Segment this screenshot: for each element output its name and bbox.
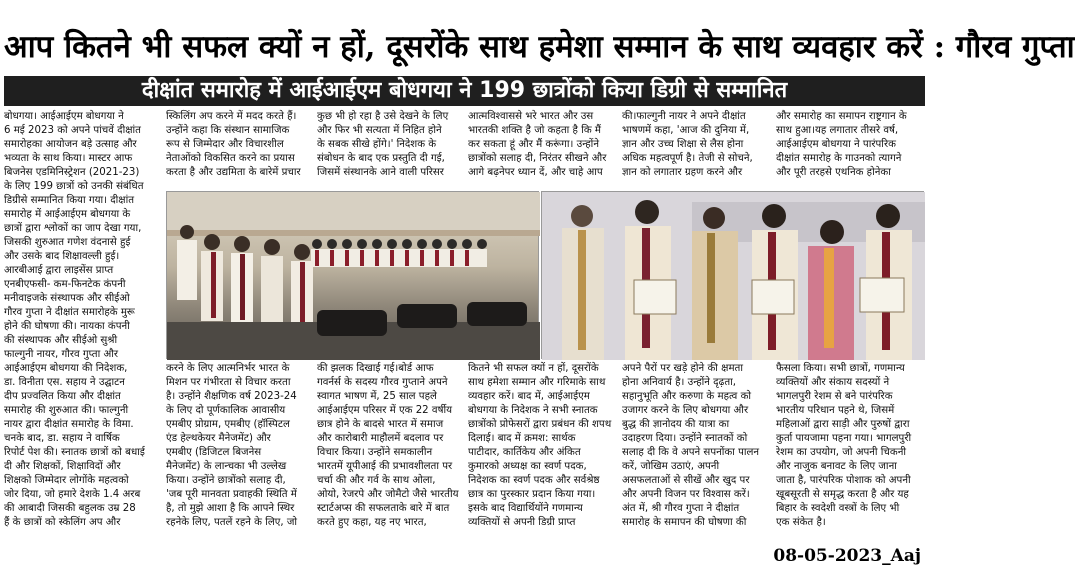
award-recipients-photo bbox=[541, 191, 924, 359]
convocation-hall-photo bbox=[166, 191, 539, 359]
subheadline: दीक्षांत समारोह में आईआईएम बोधगया ने 199 छात्रोंको किया डिग्री से सम्मानित bbox=[4, 76, 925, 106]
article-column-2-top: स्किलिंग अप करने में मदद करते हैं। उन्होंने कहा कि संस्थान सामाजिक रूप से जिम्मेदार और विचारशील नेताओंको विकसित करने का प्रयास करता है और उद्यमिता के बारेमें प्रचार bbox=[166, 111, 301, 178]
article-column-6-top: और समारोह का समापन राष्ट्रगान के साथ हुआ।यह लगातार तीसरे वर्ष, आईआईएम बोधगया ने पारंपरिक दीक्षांत समारोह के गाउनको त्यागने और पूरी तरहसे एथनिक होनेका bbox=[776, 111, 907, 178]
article-column-3-bottom: की झलक दिखाई गई।बोर्ड आफ गवर्नर्स के सदस्य गौरव गुप्ताने अपने स्वागत भाषण में, 25 साल पहले आईआईएम परिसर में एक 22 वर्षीय छात्र होने के बादसे भारत में समाज और कारोबारी माहौलमें बदलाव पर विचार किया। उन्होंने समकालीन भारतमें यूपीआई की प्रभावशीलता पर चर्चा की और गर्व के साथ ओला, ओयो, रेजरपे और जोमैटो जैसे भारतीय स्टार्टअप्स की सफलताके बारे में बात करते हुए कहा, यह नए भारत, bbox=[317, 363, 459, 528]
headline: आप कितने भी सफल क्यों न हों, दूसरोंके साथ हमेशा सम्मान के साथ व्यवहार करें : गौरव गुप्ता bbox=[4, 29, 1075, 65]
article-column-5-bottom: अपने पैरों पर खड़े होने की क्षमता होना अनिवार्य है। उन्होंने दृढ़ता, सहानुभूति और करुणा के महत्व को उजागर करने के लिए बोधगया और बुद्ध की ज्ञानोदय की यात्रा का उदाहरण दिया। उन्होंने स्नातकों को सलाह दी कि वे अपने सपनोंका पालन करें, जोखिम उठाएं, अपनी असफलताओं से सीखें और खुद पर और अपनी विजन पर विश्वास करें। अंत में, श्री गौरव गुप्ता ने दीक्षांत समारोह के समापन की घोषणा की bbox=[622, 363, 760, 528]
article-column-3-top: कुछ भी हो रहा है उसे देखने के लिए और फिर भी सत्यता में निहित होने के सबक सीखे होंगे।' निदेशक के संबोधन के बाद एक प्रस्तुति दी गई, जिसमें संस्थानके आने वाली परिसर bbox=[317, 111, 449, 178]
article-column-2-bottom: करने के लिए आत्मनिर्भर भारत के मिशन पर गंभीरता से विचार करता है। उन्होंने शैक्षणिक वर्ष 2023-24 के लिए दो पूर्णकालिक आवासीय एमबीए प्रोग्राम, एमबीए (हॉस्पिटल एंड हेल्थकेयर मैनेजमेंट) और एमबीए (डिजिटल बिजनेस मैनेजमेंट) के लान्चका भी उल्लेख किया। उन्होंने छात्रोंको सलाह दी, 'जब पूरी मानवता प्रवाहकी स्थिति में है, तो मुझे आशा है कि आपने स्थिर रहनेके लिए, पतलें रहने के लिए, जो bbox=[166, 363, 298, 528]
article-column-4-bottom: कितने भी सफल क्यों न हों, दूसरोंके साथ हमेशा सम्मान और गरिमाके साथ व्यवहार करें। बाद में, आईआईएम बोधगया के निदेशक ने सभी स्नातक छात्रोंको प्रोफेसरों द्वारा प्रबंधन की शपथ दिलाई। बाद में क्रमश: सार्थक पाटीदार, कार्तिकेय और अंकित कुमारको अध्यक्ष का स्वर्ण पदक, निदेशक का स्वर्ण पदक और सर्वश्रेष्ठ छात्र का पुरस्कार प्रदान किया गया। इसके बाद विद्यार्थियोंने गणमान्य व्यक्तियों से अपनी डिग्री प्राप्त bbox=[468, 363, 612, 528]
dateline: 08-05-2023_Aaj bbox=[773, 546, 921, 566]
article-column-1: बोधगया। आईआईएम बोधगया ने 6 मई 2023 को अपने पांचवें दीक्षांत समारोहका आयोजन बड़े उत्साह और भव्यता के साथ किया। मास्टर आफ बिजनेस एडमिनिस्ट्रेशन (2021-23) के लिए 199 छात्रों को उनकी संबंधित डिग्रीसे सम्मानित किया गया। दीक्षांत समारोह में आईआईएम बोधगया के छात्रों द्वारा श्लोकों का जाप देखा गया, जिसकी शुरुआत गणेश वंदनासे हुई और उसके बाद शिक्षावल्ली हुई। आरबीआई द्वारा लाइसेंस प्राप्त एनबीएफसी- कम-फिनटेक कंपनी मनीवाइजके संस्थापक और सीईओ गौरव गुप्ता ने दीक्षांत समारोहके मुरू होने की घोषणा की। नायका कंपनी की संस्थापक और सीईओ सुश्री फाल्गुनी नायर, गौरव गुप्ता और आईआईएम बोधगया की निदेशक, डा. विनीता एस. सहाय ने उद्घाटन दीप प्रज्वलित किया और दीक्षांत समारोह की शुरुआत की। फाल्गुनी नायर द्वारा दीक्षांत समारोह के विमा. चनके बाद, डा. सहाय ने वार्षिक रिपोर्ट पेश की। स्नातक छात्रों को बधाई दी और शिक्षकों, शिक्षाविदों और शिक्षको जिम्मेदार लोगोंके महत्वको जोर दिया, जो हमारे देशके 1.4 अरब की आबादी जिसकी बहुलक उम्र 28 हैं के छात्रों को स्केलिंग अप और bbox=[4, 111, 145, 528]
audience-illustration bbox=[167, 192, 540, 360]
article-column-4-top: आत्मविश्वाससे भरे भारत और उस भारतकी शक्ति है जो कहता है कि मैं कर सकता हूं और मैं करूंगा। उन्होंने छात्रोंको सलाह दी, निरंतर सीखने और आगे बढ़नेपर ध्यान दें, और चाहे आप bbox=[468, 111, 607, 178]
article-column-6-bottom: फैसला किया। सभी छात्रों, गणमान्य व्यक्तियों और संकाय सदस्यों ने भागलपुरी रेशम से बने पारंपरिक भारतीय परिधान पहने थे, जिसमें महिलाओं द्वारा साड़ी और पुरुषों द्वारा कुर्ता पायजामा पहना गया। भागलपुरी रेशम का उपयोग, जो अपनी चिकनी और नाजुक बनावट के लिए जाना जाता है, पारंपरिक पोशाक को अपनी खूबसूरती से समृद्ध करता है और यह बिहार के स्वदेशी वस्त्रों के लिए भी एक संकेत है। bbox=[776, 363, 912, 528]
article-column-5-top: की।फाल्गुनी नायर ने अपने दीक्षांत भाषणमें कहा, 'आज की दुनिया में, ज्ञान और उच्च शिक्षा से लैस होना अधिक महत्वपूर्ण है। तेजी से सोचने, ज्ञान को लगातार ग्रहण करने और bbox=[622, 111, 753, 178]
recipients-illustration bbox=[542, 192, 925, 360]
